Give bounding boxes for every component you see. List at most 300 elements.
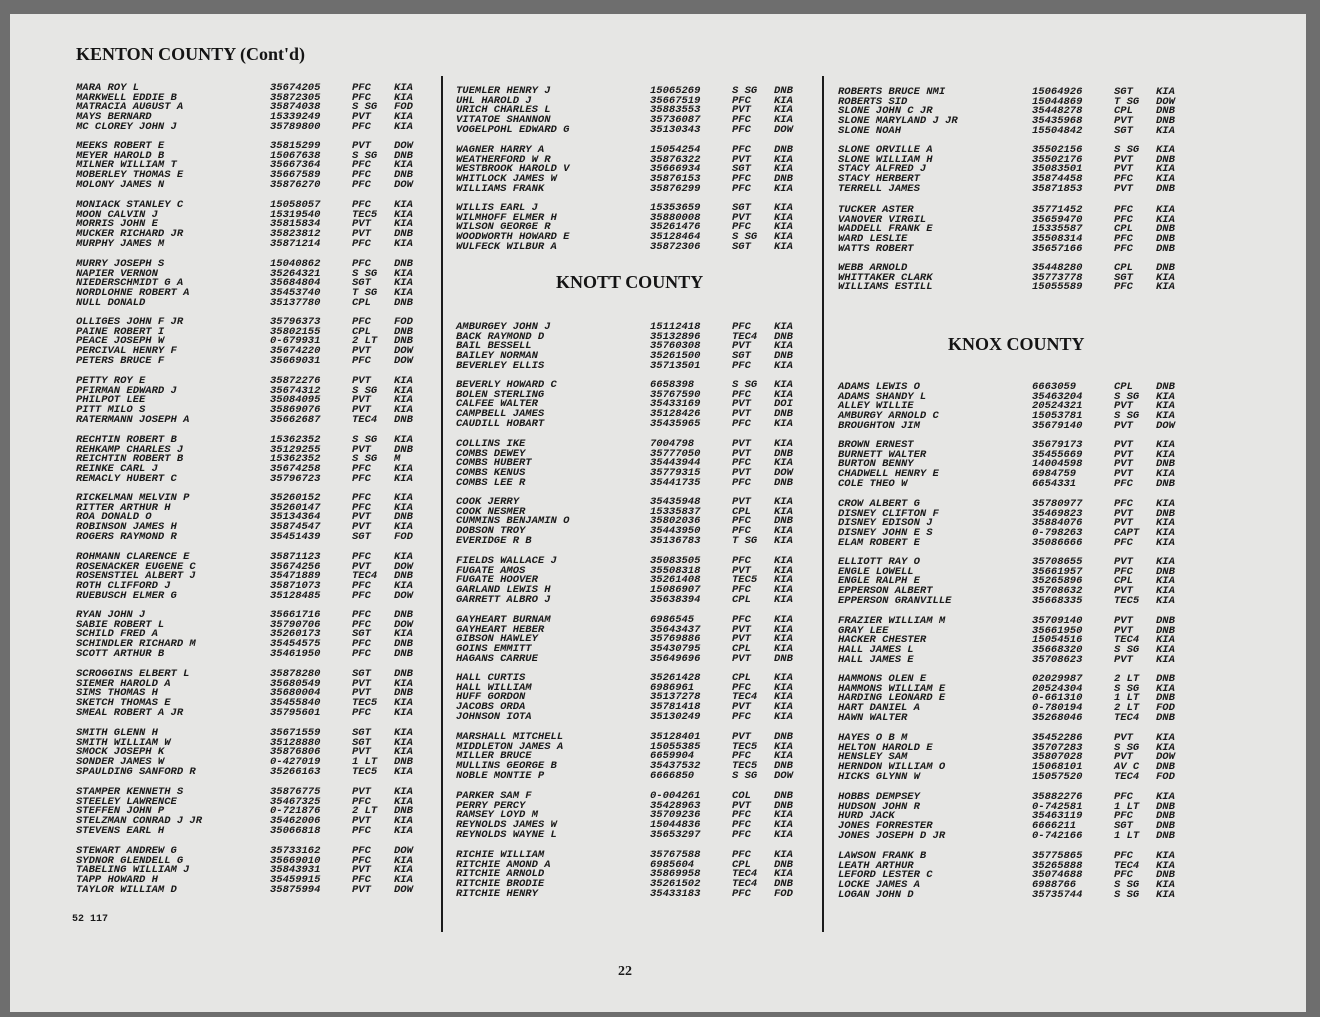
soldier-name: FRAZIER WILLIAM M [838,615,946,627]
soldier-name: STACY ALFRED J [838,163,927,176]
rank: COL [732,790,751,802]
rank: PVT [352,677,371,690]
serial-number: 15335587 [1032,223,1083,236]
rank: S SG [1114,390,1140,403]
soldier-name: SIMS THOMAS H [76,687,158,700]
serial-number: 35459915 [270,874,321,887]
status: KIA [774,672,793,684]
serial-number: 35874038 [270,101,321,114]
status: KIA [394,91,413,104]
soldier-name: BACK RAYMOND D [456,330,545,343]
soldier-name: ELAM ROBERT E [838,536,920,549]
status: DNB [394,258,413,270]
serial-number: 15067638 [270,149,321,162]
serial-number: 35871853 [1032,182,1083,195]
status: KIA [774,182,793,195]
soldier-name: SLONE WILLIAM H [838,153,933,166]
soldier-name: ROGERS RAYMOND R [76,530,177,543]
status: KIA [394,815,413,828]
soldier-name: REMACLY HUBERT C [76,472,177,485]
county-heading: KNOX COUNTY [948,334,1085,354]
rank: S SG [1114,410,1140,423]
soldier-name: PEACE JOSEPH W [76,335,165,348]
rank: PFC [352,580,371,593]
serial-number: 15055385 [650,740,701,753]
status: DNB [394,756,413,769]
serial-number: 35680549 [270,677,321,690]
status: KIA [394,375,413,387]
soldier-name: DISNEY JOHN E S [838,527,933,540]
soldier-name: GARLAND LEWIS H [456,584,551,597]
status: KIA [774,701,793,714]
rank: PVT [1114,400,1133,413]
serial-number: 35657166 [1032,242,1083,255]
status: DOW [394,560,413,573]
status: DNB [774,760,793,773]
status: KIA [394,492,413,504]
serial-number: 15064926 [1032,86,1083,98]
serial-number: 35667364 [270,159,321,172]
rank: PVT [352,521,371,534]
soldier-name: JONES FORRESTER [838,820,933,833]
soldier-name: FUGATE AMOS [456,564,526,577]
status: KIA [1156,173,1175,186]
status: FOD [1156,702,1175,715]
soldier-name: WILMHOFF ELMER H [456,211,557,224]
soldier-name: MIDDLETON JAMES A [456,740,564,753]
status: DNB [1156,869,1175,882]
rank: PVT [732,701,751,714]
serial-number: 35136783 [650,534,701,547]
status: DNB [1156,800,1175,813]
soldier-name: WHITTAKER CLARK [838,271,933,284]
soldier-name: RITCHIE AMOND A [456,858,551,871]
soldier-name: ALLEY WILLIE [838,400,914,413]
soldier-name: WILSON GEORGE R [456,221,551,234]
rank: PFC [1114,281,1133,294]
rank: SGT [352,736,371,749]
status: KIA [394,786,413,798]
rank: PFC [732,457,751,470]
status: KIA [1156,732,1175,744]
status: KIA [394,384,413,397]
status: DNB [1156,810,1175,823]
soldier-name: WATTS ROBERT [838,242,914,255]
rank: S SG [1114,144,1140,156]
soldier-name: CROW ALBERT G [838,498,920,510]
status: DNB [1156,692,1175,705]
status: KIA [394,795,413,808]
rank: PFC [732,94,751,107]
status: KIA [774,417,793,430]
soldier-name: NOBLE MONTIE P [456,769,545,782]
soldier-name: SMEAL ROBERT A JR [76,706,184,719]
rank: PVT [1114,458,1133,471]
rank: 2 LT [352,805,378,818]
status: DNB [774,144,793,156]
status: KIA [774,691,793,704]
soldier-name: COLLINS IKE [456,438,526,450]
serial-number: 35871073 [270,580,321,593]
serial-number: 35796723 [270,472,321,485]
serial-number: 35083501 [1032,163,1083,176]
serial-number: 35843931 [270,864,321,877]
rank: PVT [1114,163,1133,176]
serial-number: 35667519 [650,94,701,107]
soldier-name: WEATHERFORD W R [456,153,551,166]
soldier-name: COMBS DEWEY [456,447,526,460]
status: FOD [1156,770,1175,783]
rank: SGT [352,530,371,543]
serial-number: 35132896 [650,330,701,343]
status: KIA [1156,213,1175,226]
serial-number: 7004798 [650,438,695,450]
soldier-name: ROA DONALD O [76,511,152,524]
soldier-name: HOBBS DEMPSEY [838,791,920,803]
serial-number: 35261428 [650,672,701,684]
rank: PFC [352,824,371,837]
status: KIA [394,727,413,739]
serial-number: 35884076 [1032,517,1083,530]
column-divider-right [822,76,824,932]
serial-number: 35435968 [1032,115,1083,128]
soldier-name: STAMPER KENNETH S [76,786,184,798]
status: KIA [1156,634,1175,647]
status: KIA [774,681,793,694]
soldier-name: EVERIDGE R B [456,534,532,547]
serial-number: 0-427019 [270,756,321,769]
serial-number: 0-004261 [650,790,701,802]
rank: PFC [352,618,371,631]
soldier-name: SMOCK JOSEPH K [76,746,165,759]
serial-number: 35815299 [270,140,321,152]
status: DNB [1156,223,1175,236]
serial-number: 02029987 [1032,673,1083,685]
rank: S SG [732,769,758,782]
soldier-name: BROUGHTON JIM [838,419,920,432]
status: DNB [394,687,413,700]
serial-number: 35508318 [650,564,701,577]
soldier-name: HURD JACK [838,810,895,823]
rank: 2 LT [352,335,378,348]
status: DNB [1156,242,1175,255]
rank: PFC [352,589,371,602]
rank: PFC [732,321,751,333]
soldier-name: PFIRMAN EDWARD J [76,384,177,397]
serial-number: 35769886 [650,633,701,646]
status: KIA [394,267,413,280]
soldier-name: PAINE ROBERT I [76,325,165,338]
status: KIA [1156,594,1175,607]
rank: PVT [732,447,751,460]
serial-number: 35260147 [270,501,321,514]
column-divider-left [441,76,443,932]
rank: PFC [1114,233,1133,246]
serial-number: 0-742581 [1032,800,1083,813]
serial-number: 15504842 [1032,124,1083,137]
soldier-name: ROHMANN CLARENCE E [76,551,190,563]
rank: S SG [352,453,378,466]
serial-number: 35869958 [650,868,701,881]
soldier-name: HALL JAMES L [838,644,914,657]
soldier-name: STEFFEN JOHN P [76,805,165,818]
soldier-name: JOHNSON IOTA [456,710,532,723]
rank: CPL [732,672,751,684]
soldier-name: SPAULDING SANFORD R [76,765,196,778]
serial-number: 35137278 [650,691,701,704]
rank: PFC [732,809,751,822]
rank: PVT [732,211,751,224]
rank: PFC [732,123,751,136]
rank: PFC [732,476,751,489]
rank: PFC [732,750,751,763]
serial-number: 15044869 [1032,95,1083,108]
serial-number: 35260173 [270,628,321,641]
rank: PFC [352,237,371,250]
serial-number: 15058057 [270,199,321,211]
serial-number: 35453740 [270,287,321,300]
serial-number: 35779315 [650,467,701,480]
soldier-name: FUGATE HOOVER [456,574,538,587]
serial-number: 0-679931 [270,335,321,348]
soldier-name: STELZMAN CONRAD J JR [76,815,203,828]
serial-number: 35667589 [270,169,321,182]
status: KIA [1156,879,1175,892]
status: DNB [1156,105,1175,118]
serial-number: 15362352 [270,434,321,446]
soldier-name: UHL HAROLD J [456,94,532,107]
soldier-name: MOBERLEY THOMAS E [76,169,184,182]
serial-number: 35796373 [270,316,321,328]
serial-number: 35872305 [270,91,321,104]
soldier-name: WILLIAMS FRANK [456,182,545,195]
status: KIA [774,505,793,518]
soldier-name: CUMMINS BENJAMIN O [456,515,570,528]
serial-number: 35448280 [1032,262,1083,274]
rank: PFC [352,501,371,514]
soldier-name: SLONE MARYLAND J JR [838,115,958,128]
status: KIA [774,555,793,567]
serial-number: 35435948 [650,496,701,508]
status: KIA [774,340,793,353]
rank: PVT [732,731,751,743]
status: DNB [774,790,793,802]
status: DNB [1156,477,1175,490]
rank: PFC [732,525,751,538]
status: KIA [1156,439,1175,451]
soldier-name: RAMSEY LOYD M [456,809,538,822]
soldier-name: NAPIER VERNON [76,267,158,280]
serial-number: 35880008 [650,211,701,224]
rank: TEC4 [352,570,378,583]
serial-number: 0-798263 [1032,527,1083,540]
rank: PFC [352,120,371,133]
serial-number: 35430795 [650,643,701,656]
soldier-name: MATRACIA AUGUST A [76,101,184,114]
rank: PFC [732,388,751,401]
rank: PFC [352,795,371,808]
serial-number: 35661716 [270,609,321,621]
rank: PVT [352,864,371,877]
status: KIA [1156,124,1175,137]
rank: PVT [1114,615,1133,627]
rank: PFC [352,91,371,104]
serial-number: 15040862 [270,258,321,270]
rank: PFC [352,463,371,476]
serial-number: 35760308 [650,340,701,353]
soldier-name: WOODWORTH HOWARD E [456,231,570,244]
status: DNB [394,325,413,338]
soldier-name: ROTH CLIFFORD J [76,580,171,593]
status: KIA [1156,653,1175,666]
rank: 2 LT [1114,673,1140,685]
status: KIA [774,163,793,176]
rank: TEC4 [1114,770,1140,783]
rank: PFC [1114,791,1133,803]
soldier-name: BURTON BENNY [838,458,914,471]
soldier-name: STACY HERBERT [838,173,920,186]
soldier-name: SIEMER HAROLD A [76,677,171,690]
status: KIA [774,633,793,646]
serial-number: 35876299 [650,182,701,195]
serial-number: 35795601 [270,706,321,719]
soldier-name: REICHTIN ROBERT B [76,453,184,466]
serial-number: 35872276 [270,375,321,387]
status: DNB [394,335,413,348]
status: DNB [394,149,413,162]
soldier-name: TAYLOR WILLIAM D [76,883,177,896]
serial-number: 35708632 [1032,585,1083,598]
rank: TEC4 [732,691,758,704]
rank: TEC5 [1114,594,1140,607]
status: KIA [774,809,793,822]
status: KIA [1156,163,1175,176]
status: KIA [774,574,793,587]
rank: PFC [732,887,751,900]
rank: PFC [352,854,371,867]
soldier-name: BEVERLY HOWARD C [456,379,557,391]
rank: PFC [732,182,751,195]
serial-number: 35128880 [270,736,321,749]
rank: PFC [1114,565,1133,578]
status: DNB [1156,761,1175,774]
rank: PVT [1114,585,1133,598]
serial-number: 35713501 [650,359,701,372]
rank: PFC [352,159,371,172]
status: KIA [394,706,413,719]
rank: SGT [732,350,751,363]
soldier-name: HARDING LEONARD E [838,692,946,705]
soldier-name: WILLIS EARL J [456,202,538,214]
rank: PFC [732,221,751,234]
status: KIA [394,864,413,877]
status: KIA [1156,850,1175,862]
rank: PFC [732,417,751,430]
rank: CPL [1114,105,1133,118]
soldier-name: HALL CURTIS [456,672,526,684]
serial-number: 35733162 [270,845,321,857]
rank: PVT [352,786,371,798]
serial-number: 35708655 [1032,556,1083,568]
rank: PVT [352,511,371,524]
soldier-name: AMBURGY ARNOLD C [838,410,939,423]
serial-number: 35659470 [1032,213,1083,226]
rank: TEC4 [732,868,758,881]
serial-number: 35137780 [270,296,321,309]
rank: PFC [1114,173,1133,186]
status: DNB [774,408,793,421]
status: DNB [1156,507,1175,520]
soldier-name: JONES JOSEPH D JR [838,829,946,842]
serial-number: 35709236 [650,809,701,822]
rank: PFC [352,845,371,857]
serial-number: 35433183 [650,887,701,900]
document-page [10,14,1306,1012]
county-heading: KNOTT COUNTY [556,272,704,292]
status: DOW [774,467,793,480]
serial-number: 35661950 [1032,624,1083,637]
status: DNB [774,731,793,743]
serial-number: 35669010 [270,854,321,867]
soldier-name: RICHIE WILLIAM [456,849,545,861]
rank: PVT [352,404,371,417]
status: KIA [1156,682,1175,695]
status: DOI [774,398,793,411]
soldier-name: DISNEY EDISON J [838,517,933,530]
serial-number: 35461950 [270,647,321,660]
rank: PVT [352,687,371,700]
soldier-name: MUCKER RICHARD JR [76,228,184,241]
soldier-name: REINKE CARL J [76,463,158,476]
status: KIA [1156,741,1175,754]
status: DNB [774,476,793,489]
soldier-name: SCHINDLER RICHARD M [76,638,196,651]
rank: PVT [1114,439,1133,451]
soldier-name: WEBB ARNOLD [838,262,908,274]
soldier-name: VITATOE SHANNON [456,114,551,127]
serial-number: 35508314 [1032,233,1083,246]
serial-number: 35130249 [650,710,701,723]
soldier-name: PITT MILO S [76,404,146,417]
serial-number: 35679140 [1032,419,1083,432]
serial-number: 35661957 [1032,565,1083,578]
status: KIA [774,623,793,636]
serial-number: 35666934 [650,163,701,176]
soldier-name: WAGNER HARRY A [456,144,545,156]
serial-number: 35802036 [650,515,701,528]
status: DNB [394,805,413,818]
rank: PFC [352,609,371,621]
status: DOW [394,589,413,602]
soldier-name: BROWN ERNEST [838,439,914,451]
status: DNB [1156,624,1175,637]
status: KIA [1156,527,1175,540]
status: KIA [774,359,793,372]
serial-number: 6666211 [1032,820,1077,833]
rank: PFC [1114,477,1133,490]
status: DNB [394,511,413,524]
soldier-name: MC CLOREY JOHN J [76,120,177,133]
status: DNB [1156,262,1175,274]
serial-number: 14004598 [1032,458,1083,471]
status: KIA [1156,400,1175,413]
rank: SGT [352,668,371,680]
status: FOD [394,530,413,543]
rank: PVT [1114,517,1133,530]
soldier-name: VOGELPOHL EDWARD G [456,123,570,136]
rank: PFC [352,492,371,504]
serial-number: 35261476 [650,221,701,234]
